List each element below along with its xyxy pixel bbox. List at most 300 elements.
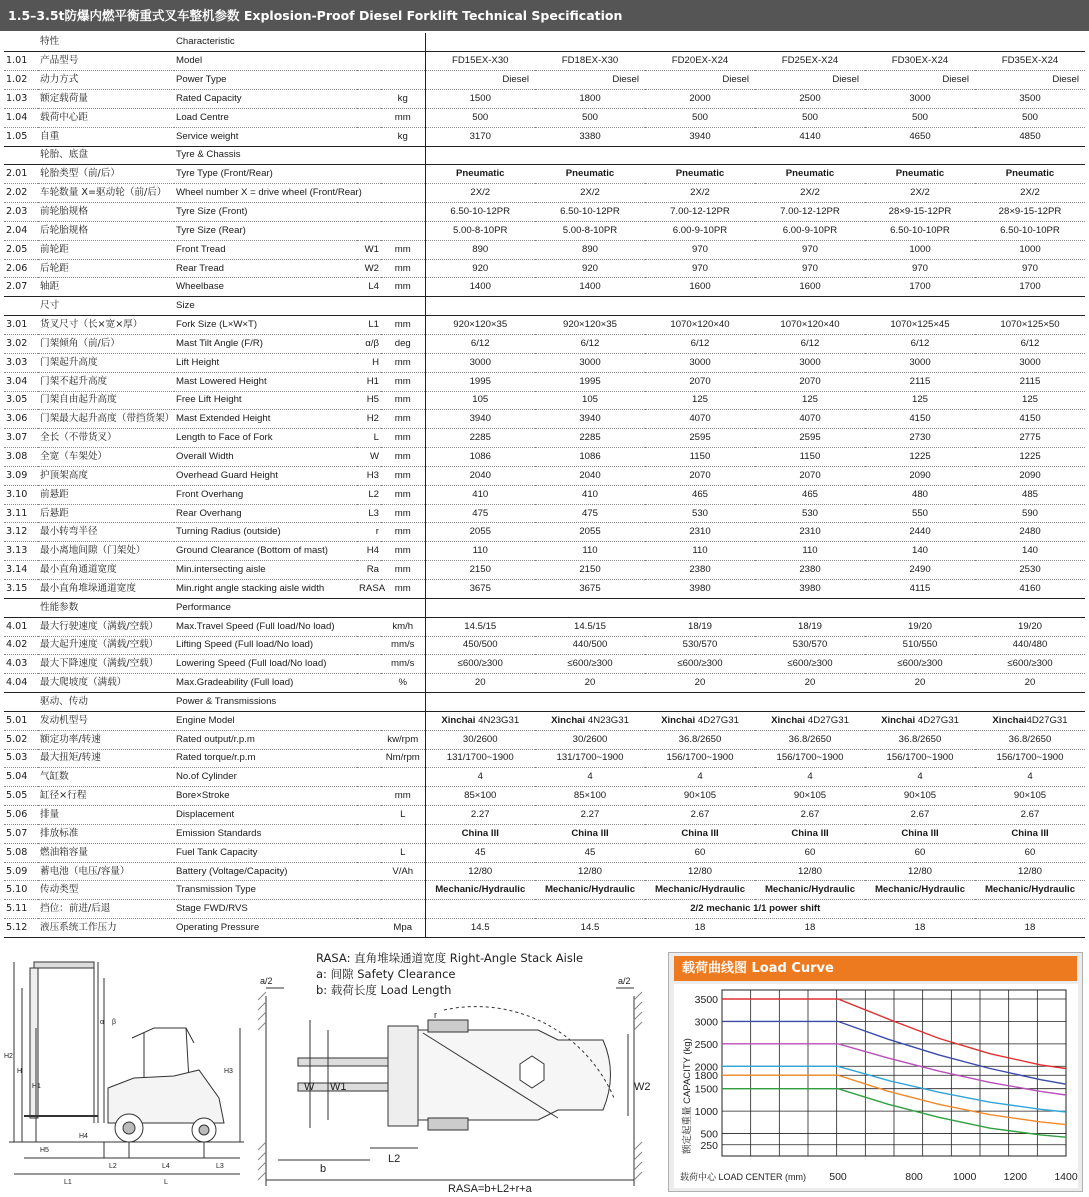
row-value: 3000 <box>865 90 975 109</box>
row-value: 18 <box>755 919 865 938</box>
dim-label-l2: L2 <box>109 1163 117 1170</box>
row-unit <box>381 881 425 900</box>
load-curve-title: 载荷曲线图 Load Curve <box>674 956 1077 981</box>
row-value: 500 <box>425 108 535 127</box>
dim-label-r: r <box>434 1010 437 1020</box>
row-value <box>425 598 535 617</box>
row-value: 18 <box>645 919 755 938</box>
spec-row <box>4 561 1085 580</box>
row-symbol <box>357 636 381 655</box>
y-tick-label: 3500 <box>694 993 718 1006</box>
row-label-en: Rated output/r.p.m <box>174 730 357 749</box>
row-value: 2775 <box>975 429 1085 448</box>
row-label-zh: 动力方式 <box>38 71 174 90</box>
row-value: 105 <box>425 391 535 410</box>
row-unit: mm <box>381 466 425 485</box>
row-value: 3675 <box>535 579 645 598</box>
row-unit: mm <box>381 542 425 561</box>
rasa-legend-line: RASA: 直角堆垛通道宽度 Right-Angle Stack Aisle <box>316 951 584 965</box>
row-value: 6.50-10-12PR <box>535 203 645 222</box>
row-value: 3940 <box>645 127 755 146</box>
row-symbol <box>357 655 381 674</box>
row-number: 1.05 <box>4 127 38 146</box>
row-label-zh: 门架不起升高度 <box>38 372 174 391</box>
row-value: 3000 <box>535 353 645 372</box>
row-label-en: Rear Tread <box>174 259 357 278</box>
spec-row <box>4 504 1085 523</box>
row-value: 970 <box>755 259 865 278</box>
row-value: 6/12 <box>425 335 535 354</box>
row-value: 18 <box>865 919 975 938</box>
row-value: FD15EX-X30 <box>425 52 535 71</box>
row-value <box>865 33 975 52</box>
row-symbol <box>357 749 381 768</box>
row-value: Pneumatic <box>865 165 975 184</box>
dim-label-h3: H3 <box>224 1068 233 1075</box>
row-value: 1400 <box>535 278 645 297</box>
row-symbol: RASA <box>357 579 381 598</box>
row-value: 410 <box>535 485 645 504</box>
row-value: 14.5 <box>535 919 645 938</box>
row-value: 2380 <box>755 561 865 580</box>
row-label-zh: 最小直角堆垛通道宽度 <box>38 579 174 598</box>
row-value: 18/19 <box>645 617 755 636</box>
row-value: 530 <box>645 504 755 523</box>
row-value <box>975 711 1085 730</box>
row-value: 156/1700~1900 <box>755 749 865 768</box>
row-value: 970 <box>645 240 755 259</box>
row-value: 2.67 <box>645 806 755 825</box>
engine-brand: Xinchai <box>771 714 806 726</box>
row-value <box>425 33 535 52</box>
row-label-zh: 货叉尺寸（长×宽×厚） <box>38 316 174 335</box>
row-label-zh: 最小离地间隙（门架处） <box>38 542 174 561</box>
row-number <box>4 146 38 165</box>
row-value: 440/480 <box>975 636 1085 655</box>
row-value: 4070 <box>645 410 755 429</box>
spec-row <box>4 165 1085 184</box>
row-symbol: H5 <box>357 391 381 410</box>
row-value <box>755 711 865 730</box>
row-value: 3980 <box>755 579 865 598</box>
row-value: 90×105 <box>865 787 975 806</box>
row-label-en: Bore×Stroke <box>174 787 357 806</box>
row-unit <box>381 824 425 843</box>
spec-row <box>4 278 1085 297</box>
row-value: 110 <box>535 542 645 561</box>
section-header-row <box>4 693 1085 712</box>
row-value: 2X/2 <box>645 184 755 203</box>
row-value <box>425 693 535 712</box>
row-value: 30/2600 <box>425 730 535 749</box>
row-value: 125 <box>865 391 975 410</box>
row-unit: Mpa <box>381 919 425 938</box>
y-tick-label: 250 <box>700 1139 718 1152</box>
row-value: 18/19 <box>755 617 865 636</box>
row-value: 4850 <box>975 127 1085 146</box>
dim-label-l: L <box>164 1179 168 1186</box>
row-value: 36.8/2650 <box>755 730 865 749</box>
row-value: 1600 <box>645 278 755 297</box>
row-value <box>645 146 755 165</box>
row-value: 3000 <box>865 353 975 372</box>
row-value: 2070 <box>645 372 755 391</box>
spec-row <box>4 768 1085 787</box>
row-symbol <box>357 52 381 71</box>
row-value: 4 <box>425 768 535 787</box>
row-value: 1086 <box>425 448 535 467</box>
row-value: 3940 <box>535 410 645 429</box>
row-label-zh: 后轮距 <box>38 259 174 278</box>
row-unit: kg <box>381 127 425 146</box>
row-symbol: α/β <box>357 335 381 354</box>
row-value: 14.5 <box>425 919 535 938</box>
row-label-zh: 轮胎类型（前/后） <box>38 165 174 184</box>
row-value: 20 <box>865 674 975 693</box>
row-value: 28×9-15-12PR <box>975 203 1085 222</box>
row-value: 530/570 <box>755 636 865 655</box>
row-value: 4 <box>975 768 1085 787</box>
row-unit: mm <box>381 523 425 542</box>
row-value: 6/12 <box>645 335 755 354</box>
row-value: 2480 <box>975 523 1085 542</box>
spec-row <box>4 881 1085 900</box>
row-value: Pneumatic <box>645 165 755 184</box>
row-number: 3.01 <box>4 316 38 335</box>
row-label-en: Turning Radius (outside) <box>174 523 357 542</box>
row-value <box>755 693 865 712</box>
row-value <box>755 33 865 52</box>
row-value <box>535 297 645 316</box>
row-value: 19/20 <box>865 617 975 636</box>
row-value: ≤600/≥300 <box>755 655 865 674</box>
row-value: 2.67 <box>755 806 865 825</box>
row-label-zh: 载荷中心距 <box>38 108 174 127</box>
row-value: 6.00-9-10PR <box>645 221 755 240</box>
row-value: 2150 <box>425 561 535 580</box>
row-value: Diesel <box>535 71 645 90</box>
row-label-en: Engine Model <box>174 711 357 730</box>
row-number: 3.06 <box>4 410 38 429</box>
row-symbol <box>357 824 381 843</box>
row-label-zh: 轴距 <box>38 278 174 297</box>
row-label-en: Wheelbase <box>174 278 357 297</box>
row-number: 3.04 <box>4 372 38 391</box>
row-value: 2.27 <box>535 806 645 825</box>
row-unit: mm/s <box>381 636 425 655</box>
dim-label-h4: H4 <box>79 1133 88 1140</box>
row-value: Diesel <box>865 71 975 90</box>
row-value: 12/80 <box>425 862 535 881</box>
row-value: 125 <box>755 391 865 410</box>
dim-label-l4: L4 <box>162 1163 170 1170</box>
row-label-zh: 气缸数 <box>38 768 174 787</box>
row-value: 60 <box>645 843 755 862</box>
row-symbol: H2 <box>357 410 381 429</box>
row-value: Mechanic/Hydraulic <box>645 881 755 900</box>
row-value: 125 <box>975 391 1085 410</box>
row-unit: mm <box>381 504 425 523</box>
row-value: 3000 <box>645 353 755 372</box>
row-label-zh: 驱动、传动 <box>38 693 174 712</box>
row-value: 105 <box>535 391 645 410</box>
row-number: 1.02 <box>4 71 38 90</box>
row-value: 475 <box>535 504 645 523</box>
spec-row <box>4 410 1085 429</box>
row-label-en: Min.right angle stacking aisle width <box>174 579 357 598</box>
spec-row <box>4 429 1085 448</box>
row-unit: mm <box>381 391 425 410</box>
row-number: 5.02 <box>4 730 38 749</box>
engine-brand: Xinchai <box>551 714 586 726</box>
top-view-diagram <box>258 948 666 1193</box>
row-label-en: Overall Width <box>174 448 357 467</box>
row-value: 530 <box>755 504 865 523</box>
row-number: 3.13 <box>4 542 38 561</box>
engine-model: 4D27G31 <box>697 714 739 726</box>
row-value: 1225 <box>865 448 975 467</box>
row-label-en: Lifting Speed (Full load/No load) <box>174 636 357 655</box>
row-value: 2595 <box>755 429 865 448</box>
row-value: 4160 <box>975 579 1085 598</box>
row-value: 2090 <box>865 466 975 485</box>
row-value: 2440 <box>865 523 975 542</box>
row-label-en: Lift Height <box>174 353 357 372</box>
row-value: 45 <box>425 843 535 862</box>
row-label-zh: 车轮数量 X=驱动轮（前/后） <box>38 184 174 203</box>
row-symbol <box>357 919 381 938</box>
x-tick-label: 800 <box>905 1171 923 1183</box>
row-value <box>975 693 1085 712</box>
row-label-en: Model <box>174 52 357 71</box>
row-value: 1000 <box>975 240 1085 259</box>
row-value: 45 <box>535 843 645 862</box>
row-value: 440/500 <box>535 636 645 655</box>
row-label-zh: 护顶架高度 <box>38 466 174 485</box>
row-value: 2040 <box>425 466 535 485</box>
row-value: 1150 <box>645 448 755 467</box>
row-value: 890 <box>535 240 645 259</box>
dim-label-h5: H5 <box>40 1147 49 1154</box>
row-unit: mm <box>381 353 425 372</box>
row-label-en: Tyre Type (Front/Rear) <box>174 165 357 184</box>
row-label-zh: 液压系统工作压力 <box>38 919 174 938</box>
row-number: 5.07 <box>4 824 38 843</box>
dim-label-l2: L2 <box>388 1153 401 1165</box>
spec-row <box>4 843 1085 862</box>
row-value: 20 <box>975 674 1085 693</box>
row-unit: mm <box>381 316 425 335</box>
row-label-en: Max.Gradeability (Full load) <box>174 674 357 693</box>
row-value: Pneumatic <box>755 165 865 184</box>
row-label-zh: 后悬距 <box>38 504 174 523</box>
row-value: 920×120×35 <box>535 316 645 335</box>
row-value: Pneumatic <box>975 165 1085 184</box>
row-value: 970 <box>865 259 975 278</box>
spec-row <box>4 655 1085 674</box>
x-tick-label: 500 <box>829 1171 847 1183</box>
row-value <box>865 711 975 730</box>
row-value: 18 <box>975 919 1085 938</box>
rasa-legend-line: b: 载荷长度 Load Length <box>316 983 452 997</box>
row-number: 2.06 <box>4 259 38 278</box>
row-symbol: W2 <box>357 259 381 278</box>
row-label-en: Free Lift Height <box>174 391 357 410</box>
row-value: 6.00-9-10PR <box>755 221 865 240</box>
row-unit: mm <box>381 278 425 297</box>
engine-model: 4D27G31 <box>1026 714 1068 726</box>
row-unit: mm/s <box>381 655 425 674</box>
row-value: 5.00-8-10PR <box>425 221 535 240</box>
row-label-zh: 最大行驶速度（满载/空载） <box>38 617 174 636</box>
dim-label-beta: β <box>112 1019 117 1026</box>
row-label-zh: 性能参数 <box>38 598 174 617</box>
row-unit <box>381 184 425 203</box>
spec-row <box>4 372 1085 391</box>
row-number: 5.05 <box>4 787 38 806</box>
row-value: 1500 <box>425 90 535 109</box>
row-label-en: Wheel number X = drive wheel (Front/Rear) <box>174 184 357 203</box>
row-value: 131/1700~1900 <box>535 749 645 768</box>
row-symbol <box>357 221 381 240</box>
row-unit: mm <box>381 448 425 467</box>
row-value: 20 <box>645 674 755 693</box>
row-value: 14.5/15 <box>425 617 535 636</box>
row-value: 90×105 <box>755 787 865 806</box>
row-value: FD25EX-X24 <box>755 52 865 71</box>
row-unit <box>381 297 425 316</box>
row-value: ≤600/≥300 <box>535 655 645 674</box>
dim-label-h: H <box>17 1068 23 1075</box>
row-value: 3000 <box>425 353 535 372</box>
y-tick-label: 1000 <box>694 1106 718 1119</box>
row-value: Pneumatic <box>425 165 535 184</box>
row-value <box>535 146 645 165</box>
row-number: 5.06 <box>4 806 38 825</box>
row-value: 6.50-10-12PR <box>425 203 535 222</box>
row-label-zh: 后轮胎规格 <box>38 221 174 240</box>
row-number: 5.10 <box>4 881 38 900</box>
row-value: 4150 <box>865 410 975 429</box>
row-value: 500 <box>645 108 755 127</box>
row-value <box>645 693 755 712</box>
row-value: 1700 <box>865 278 975 297</box>
row-value: 156/1700~1900 <box>975 749 1085 768</box>
row-value: 1995 <box>535 372 645 391</box>
row-number: 1.04 <box>4 108 38 127</box>
row-value: 2310 <box>645 523 755 542</box>
spec-row <box>4 579 1085 598</box>
row-value: 410 <box>425 485 535 504</box>
section-header-row <box>4 146 1085 165</box>
row-unit: mm <box>381 410 425 429</box>
row-value: 5.00-8-10PR <box>535 221 645 240</box>
spec-row <box>4 787 1085 806</box>
row-symbol: H3 <box>357 466 381 485</box>
row-value: 3380 <box>535 127 645 146</box>
row-value: 500 <box>535 108 645 127</box>
engine-brand: Xinchai <box>881 714 916 726</box>
row-value: 530/570 <box>645 636 755 655</box>
row-label-en: Min.intersecting aisle <box>174 561 357 580</box>
row-value: FD35EX-X24 <box>975 52 1085 71</box>
row-label-en: Tyre Size (Rear) <box>174 221 357 240</box>
row-value: 2X/2 <box>535 184 645 203</box>
row-value: 2310 <box>755 523 865 542</box>
row-label-en: Overhead Guard Height <box>174 466 357 485</box>
row-label-zh: 最大扭矩/转速 <box>38 749 174 768</box>
engine-model: 4D27G31 <box>807 714 849 726</box>
row-value: FD30EX-X24 <box>865 52 975 71</box>
row-label-zh: 挡位：前进/后退 <box>38 900 174 919</box>
row-value: 6/12 <box>535 335 645 354</box>
row-symbol: L <box>357 429 381 448</box>
row-value: 480 <box>865 485 975 504</box>
spec-table <box>4 33 1085 938</box>
row-value: 450/500 <box>425 636 535 655</box>
row-number: 2.07 <box>4 278 38 297</box>
row-label-zh: 自重 <box>38 127 174 146</box>
row-label-en: Tyre Size (Front) <box>174 203 357 222</box>
row-value: 920 <box>425 259 535 278</box>
row-value-span: 2/2 mechanic 1/1 power shift <box>425 900 1085 919</box>
row-value: 2115 <box>975 372 1085 391</box>
row-label-en: Power & Transmissions <box>174 693 357 712</box>
row-value: 110 <box>425 542 535 561</box>
row-value: 6.50-10-10PR <box>975 221 1085 240</box>
spec-row <box>4 806 1085 825</box>
spec-row <box>4 316 1085 335</box>
row-value: China III <box>425 824 535 843</box>
row-number: 5.11 <box>4 900 38 919</box>
row-value <box>975 146 1085 165</box>
row-number: 5.03 <box>4 749 38 768</box>
row-symbol: W1 <box>357 240 381 259</box>
row-symbol <box>357 787 381 806</box>
row-value: 500 <box>975 108 1085 127</box>
x-tick-label: 1400 <box>1054 1171 1078 1183</box>
row-value: 28×9-15-12PR <box>865 203 975 222</box>
row-unit <box>381 221 425 240</box>
row-value: Diesel <box>425 71 535 90</box>
row-unit <box>381 768 425 787</box>
row-value: 156/1700~1900 <box>865 749 975 768</box>
spec-row <box>4 221 1085 240</box>
row-unit: mm <box>381 372 425 391</box>
row-value: 36.8/2650 <box>865 730 975 749</box>
row-value: 19/20 <box>975 617 1085 636</box>
row-value: 2090 <box>975 466 1085 485</box>
row-label-en: Stage FWD/RVS <box>174 900 357 919</box>
row-label-en: Length to Face of Fork <box>174 429 357 448</box>
row-label-en: Rear Overhang <box>174 504 357 523</box>
y-axis-label: 额定起重量 CAPACITY (kg) <box>682 1038 693 1154</box>
row-value: 4115 <box>865 579 975 598</box>
row-value: China III <box>865 824 975 843</box>
row-label-en: No.of Cylinder <box>174 768 357 787</box>
row-label-zh: 全宽（车架处） <box>38 448 174 467</box>
row-number: 1.03 <box>4 90 38 109</box>
row-symbol <box>357 711 381 730</box>
spec-row <box>4 353 1085 372</box>
x-tick-label: 1200 <box>1003 1171 1028 1183</box>
row-number: 1.01 <box>4 52 38 71</box>
row-value <box>755 598 865 617</box>
dim-label-w1: W1 <box>330 1081 347 1093</box>
row-value: 60 <box>975 843 1085 862</box>
dim-label-w2: W2 <box>634 1081 651 1093</box>
row-value: 500 <box>755 108 865 127</box>
